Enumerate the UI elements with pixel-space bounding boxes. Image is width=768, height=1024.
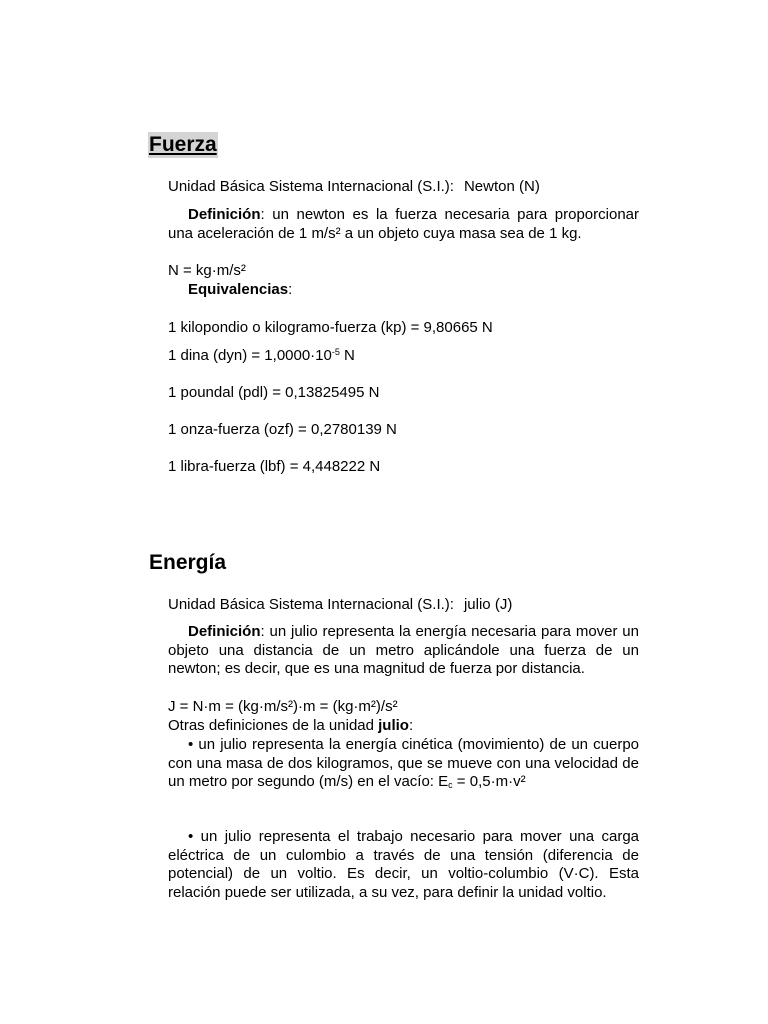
energia-bullet-kinetic	[168, 736, 639, 792]
energia-definition-label: Definición	[188, 623, 261, 640]
section-title-energia: Energía	[149, 551, 227, 574]
bullet-kinetic-subscript: c	[448, 780, 453, 791]
fuerza-equivalences-heading	[188, 280, 292, 299]
energia-other-defs	[168, 716, 413, 735]
equivalence-dyn	[168, 346, 355, 365]
fuerza-definition	[168, 206, 639, 243]
energia-formula: J = N·m = (kg·m/s²)·m = (kg·m²)/s²	[168, 698, 398, 715]
fuerza-equivalences-label: Equivalencias	[188, 281, 289, 298]
bullet-kinetic-text: • un julio representa la energía cinética (movimiento) de un cuerpo con una masa de dos kilogramos, que se mueve con una velocidad de un metro por segundo (m/s) en el vacío: E	[168, 736, 639, 791]
fuerza-unit-value: Newton (N)	[463, 178, 540, 195]
equivalence-pdl: 1 poundal (pdl) = 0,13825495 N	[168, 384, 380, 401]
equivalence-kp: 1 kilopondio o kilogramo-fuerza (kp) = 9,80665 N	[168, 319, 493, 336]
energia-unit-value: julio (J)	[463, 596, 513, 613]
fuerza-unit-label: Unidad Básica Sistema Internacional (S.I.):	[168, 178, 454, 195]
fuerza-formula: N = kg·m/s²	[168, 262, 246, 279]
bullet-kinetic-formula: = 0,5·m·v²	[452, 773, 526, 791]
other-defs-prefix: Otras definiciones de la unidad	[168, 717, 379, 734]
fuerza-unit-line	[168, 177, 540, 196]
equivalence-dyn-value: 1 dina (dyn) = 1,0000·10	[168, 347, 332, 364]
section-title-fuerza: Fuerza	[149, 133, 217, 156]
other-defs-colon: :	[408, 717, 414, 734]
fuerza-equivalences-colon: :	[288, 281, 293, 298]
fuerza-definition-text: : un newton es la fuerza necesaria para proporcionar una aceleración de 1 m/s² a un objeto cuya masa sea de 1 kg.	[168, 206, 639, 242]
energia-definition-text: : un julio representa la energía necesaria para mover un objeto una distancia de un metro aplicándole una fuerza de un newton; es decir, que es una magnitud de fuerza por distancia.	[168, 623, 639, 678]
equivalence-ozf: 1 onza-fuerza (ozf) = 0,2780139 N	[168, 421, 397, 438]
energia-unit-line	[168, 595, 512, 614]
equivalence-dyn-exponent: -5	[331, 347, 340, 357]
energia-definition	[168, 623, 639, 679]
other-defs-unit: julio	[378, 717, 409, 734]
fuerza-definition-label: Definición	[188, 206, 261, 223]
bullet-electric-text: • un julio representa el trabajo necesario para mover una carga eléctrica de un culombio a través de una tensión (diferencia de potencial) de un voltio. Es decir, un voltio-columbio (V·C). Esta relación puede ser utilizada, a su vez, para definir la unidad voltio.	[168, 828, 639, 901]
equivalence-lbf: 1 libra-fuerza (lbf) = 4,448222 N	[168, 458, 381, 475]
energia-bullet-electric	[168, 828, 639, 902]
energia-unit-label: Unidad Básica Sistema Internacional (S.I.):	[168, 596, 454, 613]
equivalence-dyn-unit: N	[339, 347, 355, 364]
